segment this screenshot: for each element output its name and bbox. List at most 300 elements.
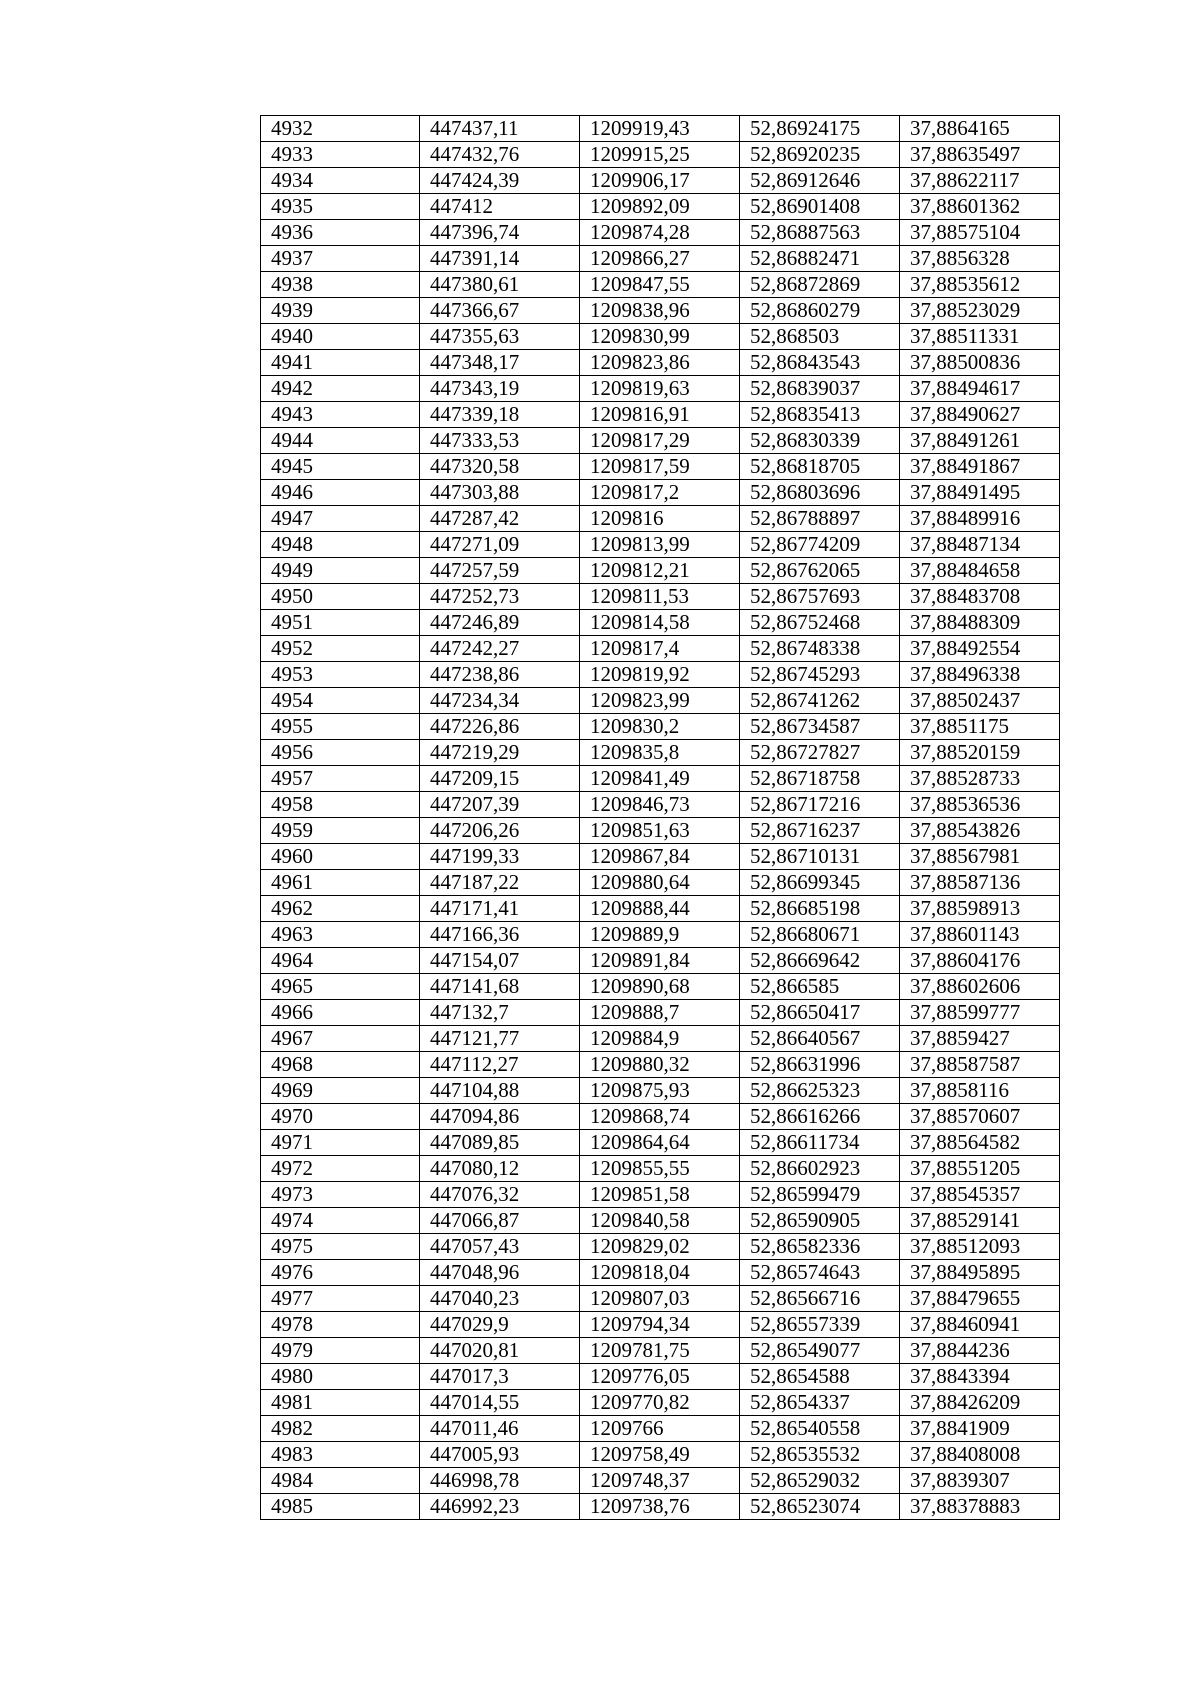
point-number-cell: 4982 (261, 1416, 420, 1442)
longitude-cell: 37,88512093 (900, 1234, 1060, 1260)
table-row (261, 688, 1060, 714)
longitude-cell: 37,8864165 (900, 116, 1060, 142)
point-number-cell: 4971 (261, 1130, 420, 1156)
point-number-cell: 4978 (261, 1312, 420, 1338)
longitude-cell: 37,88495895 (900, 1260, 1060, 1286)
x-coordinate-cell: 447412 (420, 194, 580, 220)
x-coordinate-cell: 447226,86 (420, 714, 580, 740)
longitude-cell: 37,88575104 (900, 220, 1060, 246)
y-coordinate-cell: 1209880,32 (580, 1052, 740, 1078)
longitude-cell: 37,8841909 (900, 1416, 1060, 1442)
longitude-cell: 37,88598913 (900, 896, 1060, 922)
x-coordinate-cell: 447199,33 (420, 844, 580, 870)
y-coordinate-cell: 1209888,7 (580, 1000, 740, 1026)
longitude-cell: 37,88492554 (900, 636, 1060, 662)
point-number-cell: 4985 (261, 1494, 420, 1520)
longitude-cell: 37,88460941 (900, 1312, 1060, 1338)
table-row (261, 116, 1060, 142)
x-coordinate-cell: 447396,74 (420, 220, 580, 246)
table-row (261, 1286, 1060, 1312)
x-coordinate-cell: 446992,23 (420, 1494, 580, 1520)
y-coordinate-cell: 1209919,43 (580, 116, 740, 142)
table-row (261, 974, 1060, 1000)
point-number-cell: 4946 (261, 480, 420, 506)
point-number-cell: 4974 (261, 1208, 420, 1234)
point-number-cell: 4983 (261, 1442, 420, 1468)
y-coordinate-cell: 1209864,64 (580, 1130, 740, 1156)
y-coordinate-cell: 1209818,04 (580, 1260, 740, 1286)
point-number-cell: 4979 (261, 1338, 420, 1364)
y-coordinate-cell: 1209841,49 (580, 766, 740, 792)
x-coordinate-cell: 447040,23 (420, 1286, 580, 1312)
latitude-cell: 52,86631996 (740, 1052, 900, 1078)
table-row (261, 1312, 1060, 1338)
x-coordinate-cell: 447380,61 (420, 272, 580, 298)
x-coordinate-cell: 447271,09 (420, 532, 580, 558)
x-coordinate-cell: 447207,39 (420, 792, 580, 818)
y-coordinate-cell: 1209814,58 (580, 610, 740, 636)
y-coordinate-cell: 1209830,99 (580, 324, 740, 350)
coordinates-table-body (261, 116, 1060, 1520)
point-number-cell: 4957 (261, 766, 420, 792)
table-row (261, 1260, 1060, 1286)
longitude-cell: 37,88426209 (900, 1390, 1060, 1416)
table-row (261, 1182, 1060, 1208)
point-number-cell: 4967 (261, 1026, 420, 1052)
point-number-cell: 4955 (261, 714, 420, 740)
longitude-cell: 37,88479655 (900, 1286, 1060, 1312)
longitude-cell: 37,88599777 (900, 1000, 1060, 1026)
table-row (261, 428, 1060, 454)
latitude-cell: 52,86727827 (740, 740, 900, 766)
latitude-cell: 52,86718758 (740, 766, 900, 792)
point-number-cell: 4940 (261, 324, 420, 350)
point-number-cell: 4954 (261, 688, 420, 714)
longitude-cell: 37,88567981 (900, 844, 1060, 870)
latitude-cell: 52,86611734 (740, 1130, 900, 1156)
longitude-cell: 37,88490627 (900, 402, 1060, 428)
table-row (261, 454, 1060, 480)
latitude-cell: 52,86887563 (740, 220, 900, 246)
latitude-cell: 52,86599479 (740, 1182, 900, 1208)
point-number-cell: 4960 (261, 844, 420, 870)
table-row (261, 740, 1060, 766)
longitude-cell: 37,88587136 (900, 870, 1060, 896)
longitude-cell: 37,88488309 (900, 610, 1060, 636)
longitude-cell: 37,8858116 (900, 1078, 1060, 1104)
longitude-cell: 37,88483708 (900, 584, 1060, 610)
table-row (261, 558, 1060, 584)
latitude-cell: 52,86818705 (740, 454, 900, 480)
y-coordinate-cell: 1209890,68 (580, 974, 740, 1000)
x-coordinate-cell: 447048,96 (420, 1260, 580, 1286)
x-coordinate-cell: 447132,7 (420, 1000, 580, 1026)
latitude-cell: 52,86590905 (740, 1208, 900, 1234)
latitude-cell: 52,86912646 (740, 168, 900, 194)
longitude-cell: 37,88378883 (900, 1494, 1060, 1520)
latitude-cell: 52,86549077 (740, 1338, 900, 1364)
y-coordinate-cell: 1209812,21 (580, 558, 740, 584)
point-number-cell: 4968 (261, 1052, 420, 1078)
x-coordinate-cell: 447094,86 (420, 1104, 580, 1130)
y-coordinate-cell: 1209868,74 (580, 1104, 740, 1130)
table-row (261, 298, 1060, 324)
x-coordinate-cell: 447121,77 (420, 1026, 580, 1052)
y-coordinate-cell: 1209817,4 (580, 636, 740, 662)
latitude-cell: 52,86716237 (740, 818, 900, 844)
point-number-cell: 4972 (261, 1156, 420, 1182)
coordinates-table (260, 115, 1060, 1520)
latitude-cell: 52,8654337 (740, 1390, 900, 1416)
point-number-cell: 4949 (261, 558, 420, 584)
x-coordinate-cell: 447219,29 (420, 740, 580, 766)
x-coordinate-cell: 447057,43 (420, 1234, 580, 1260)
longitude-cell: 37,88494617 (900, 376, 1060, 402)
x-coordinate-cell: 447343,19 (420, 376, 580, 402)
y-coordinate-cell: 1209867,84 (580, 844, 740, 870)
latitude-cell: 52,86669642 (740, 948, 900, 974)
table-row (261, 1104, 1060, 1130)
y-coordinate-cell: 1209817,2 (580, 480, 740, 506)
point-number-cell: 4961 (261, 870, 420, 896)
point-number-cell: 4943 (261, 402, 420, 428)
x-coordinate-cell: 447080,12 (420, 1156, 580, 1182)
point-number-cell: 4953 (261, 662, 420, 688)
table-row (261, 870, 1060, 896)
table-row (261, 532, 1060, 558)
table-row (261, 168, 1060, 194)
latitude-cell: 52,86745293 (740, 662, 900, 688)
table-row (261, 324, 1060, 350)
latitude-cell: 52,86835413 (740, 402, 900, 428)
y-coordinate-cell: 1209781,75 (580, 1338, 740, 1364)
longitude-cell: 37,8859427 (900, 1026, 1060, 1052)
point-number-cell: 4975 (261, 1234, 420, 1260)
point-number-cell: 4935 (261, 194, 420, 220)
table-row (261, 246, 1060, 272)
x-coordinate-cell: 447187,22 (420, 870, 580, 896)
x-coordinate-cell: 447076,32 (420, 1182, 580, 1208)
point-number-cell: 4932 (261, 116, 420, 142)
y-coordinate-cell: 1209851,58 (580, 1182, 740, 1208)
longitude-cell: 37,88484658 (900, 558, 1060, 584)
latitude-cell: 52,868503 (740, 324, 900, 350)
x-coordinate-cell: 447391,14 (420, 246, 580, 272)
point-number-cell: 4939 (261, 298, 420, 324)
longitude-cell: 37,88601362 (900, 194, 1060, 220)
point-number-cell: 4933 (261, 142, 420, 168)
x-coordinate-cell: 447242,27 (420, 636, 580, 662)
latitude-cell: 52,86774209 (740, 532, 900, 558)
y-coordinate-cell: 1209892,09 (580, 194, 740, 220)
latitude-cell: 52,86535532 (740, 1442, 900, 1468)
y-coordinate-cell: 1209807,03 (580, 1286, 740, 1312)
table-row (261, 1416, 1060, 1442)
point-number-cell: 4952 (261, 636, 420, 662)
x-coordinate-cell: 447257,59 (420, 558, 580, 584)
y-coordinate-cell: 1209819,92 (580, 662, 740, 688)
x-coordinate-cell: 447437,11 (420, 116, 580, 142)
x-coordinate-cell: 447166,36 (420, 922, 580, 948)
table-row (261, 818, 1060, 844)
latitude-cell: 52,86901408 (740, 194, 900, 220)
longitude-cell: 37,88520159 (900, 740, 1060, 766)
latitude-cell: 52,86872869 (740, 272, 900, 298)
point-number-cell: 4951 (261, 610, 420, 636)
point-number-cell: 4976 (261, 1260, 420, 1286)
latitude-cell: 52,86699345 (740, 870, 900, 896)
table-row (261, 480, 1060, 506)
x-coordinate-cell: 447348,17 (420, 350, 580, 376)
x-coordinate-cell: 447089,85 (420, 1130, 580, 1156)
latitude-cell: 52,86830339 (740, 428, 900, 454)
x-coordinate-cell: 447154,07 (420, 948, 580, 974)
point-number-cell: 4948 (261, 532, 420, 558)
x-coordinate-cell: 447141,68 (420, 974, 580, 1000)
longitude-cell: 37,88496338 (900, 662, 1060, 688)
longitude-cell: 37,88487134 (900, 532, 1060, 558)
longitude-cell: 37,88502437 (900, 688, 1060, 714)
y-coordinate-cell: 1209875,93 (580, 1078, 740, 1104)
latitude-cell: 52,86752468 (740, 610, 900, 636)
y-coordinate-cell: 1209889,9 (580, 922, 740, 948)
x-coordinate-cell: 447355,63 (420, 324, 580, 350)
latitude-cell: 52,86540558 (740, 1416, 900, 1442)
table-row (261, 142, 1060, 168)
table-row (261, 1078, 1060, 1104)
point-number-cell: 4942 (261, 376, 420, 402)
point-number-cell: 4969 (261, 1078, 420, 1104)
point-number-cell: 4958 (261, 792, 420, 818)
y-coordinate-cell: 1209884,9 (580, 1026, 740, 1052)
table-row (261, 194, 1060, 220)
point-number-cell: 4956 (261, 740, 420, 766)
point-number-cell: 4980 (261, 1364, 420, 1390)
x-coordinate-cell: 447424,39 (420, 168, 580, 194)
point-number-cell: 4977 (261, 1286, 420, 1312)
table-row (261, 1442, 1060, 1468)
point-number-cell: 4962 (261, 896, 420, 922)
latitude-cell: 52,86839037 (740, 376, 900, 402)
longitude-cell: 37,88543826 (900, 818, 1060, 844)
table-row (261, 662, 1060, 688)
y-coordinate-cell: 1209855,55 (580, 1156, 740, 1182)
table-row (261, 220, 1060, 246)
x-coordinate-cell: 447011,46 (420, 1416, 580, 1442)
x-coordinate-cell: 447252,73 (420, 584, 580, 610)
x-coordinate-cell: 447112,27 (420, 1052, 580, 1078)
longitude-cell: 37,88491261 (900, 428, 1060, 454)
y-coordinate-cell: 1209817,59 (580, 454, 740, 480)
table-row (261, 636, 1060, 662)
latitude-cell: 52,86602923 (740, 1156, 900, 1182)
table-row (261, 1026, 1060, 1052)
point-number-cell: 4945 (261, 454, 420, 480)
longitude-cell: 37,88570607 (900, 1104, 1060, 1130)
latitude-cell: 52,86920235 (740, 142, 900, 168)
longitude-cell: 37,88551205 (900, 1156, 1060, 1182)
x-coordinate-cell: 447287,42 (420, 506, 580, 532)
x-coordinate-cell: 447020,81 (420, 1338, 580, 1364)
point-number-cell: 4944 (261, 428, 420, 454)
longitude-cell: 37,88528733 (900, 766, 1060, 792)
latitude-cell: 52,86616266 (740, 1104, 900, 1130)
table-row (261, 792, 1060, 818)
latitude-cell: 52,86680671 (740, 922, 900, 948)
longitude-cell: 37,88523029 (900, 298, 1060, 324)
latitude-cell: 52,866585 (740, 974, 900, 1000)
table-row (261, 844, 1060, 870)
x-coordinate-cell: 447017,3 (420, 1364, 580, 1390)
longitude-cell: 37,88511331 (900, 324, 1060, 350)
latitude-cell: 52,86625323 (740, 1078, 900, 1104)
longitude-cell: 37,88635497 (900, 142, 1060, 168)
longitude-cell: 37,88529141 (900, 1208, 1060, 1234)
latitude-cell: 52,86734587 (740, 714, 900, 740)
point-number-cell: 4959 (261, 818, 420, 844)
y-coordinate-cell: 1209840,58 (580, 1208, 740, 1234)
longitude-cell: 37,88604176 (900, 948, 1060, 974)
y-coordinate-cell: 1209758,49 (580, 1442, 740, 1468)
longitude-cell: 37,88587587 (900, 1052, 1060, 1078)
y-coordinate-cell: 1209891,84 (580, 948, 740, 974)
table-row (261, 506, 1060, 532)
table-row (261, 1052, 1060, 1078)
x-coordinate-cell: 447014,55 (420, 1390, 580, 1416)
longitude-cell: 37,88408008 (900, 1442, 1060, 1468)
point-number-cell: 4950 (261, 584, 420, 610)
longitude-cell: 37,88535612 (900, 272, 1060, 298)
y-coordinate-cell: 1209819,63 (580, 376, 740, 402)
table-row (261, 714, 1060, 740)
y-coordinate-cell: 1209866,27 (580, 246, 740, 272)
latitude-cell: 52,86748338 (740, 636, 900, 662)
table-row (261, 610, 1060, 636)
x-coordinate-cell: 447238,86 (420, 662, 580, 688)
latitude-cell: 52,86574643 (740, 1260, 900, 1286)
latitude-cell: 52,86685198 (740, 896, 900, 922)
latitude-cell: 52,86788897 (740, 506, 900, 532)
longitude-cell: 37,8844236 (900, 1338, 1060, 1364)
table-row (261, 766, 1060, 792)
y-coordinate-cell: 1209823,99 (580, 688, 740, 714)
y-coordinate-cell: 1209770,82 (580, 1390, 740, 1416)
y-coordinate-cell: 1209880,64 (580, 870, 740, 896)
y-coordinate-cell: 1209816 (580, 506, 740, 532)
latitude-cell: 52,86557339 (740, 1312, 900, 1338)
longitude-cell: 37,88491495 (900, 480, 1060, 506)
longitude-cell: 37,8856328 (900, 246, 1060, 272)
table-row (261, 1000, 1060, 1026)
table-row (261, 1364, 1060, 1390)
table-row (261, 1468, 1060, 1494)
y-coordinate-cell: 1209915,25 (580, 142, 740, 168)
table-row (261, 1494, 1060, 1520)
table-row (261, 948, 1060, 974)
y-coordinate-cell: 1209835,8 (580, 740, 740, 766)
point-number-cell: 4934 (261, 168, 420, 194)
x-coordinate-cell: 447104,88 (420, 1078, 580, 1104)
x-coordinate-cell: 447029,9 (420, 1312, 580, 1338)
table-row (261, 1338, 1060, 1364)
longitude-cell: 37,88622117 (900, 168, 1060, 194)
point-number-cell: 4970 (261, 1104, 420, 1130)
y-coordinate-cell: 1209847,55 (580, 272, 740, 298)
table-row (261, 896, 1060, 922)
x-coordinate-cell: 447234,34 (420, 688, 580, 714)
latitude-cell: 52,86582336 (740, 1234, 900, 1260)
y-coordinate-cell: 1209851,63 (580, 818, 740, 844)
x-coordinate-cell: 447005,93 (420, 1442, 580, 1468)
longitude-cell: 37,88536536 (900, 792, 1060, 818)
latitude-cell: 52,86650417 (740, 1000, 900, 1026)
latitude-cell: 52,86640567 (740, 1026, 900, 1052)
table-row (261, 1130, 1060, 1156)
y-coordinate-cell: 1209830,2 (580, 714, 740, 740)
table-row (261, 402, 1060, 428)
longitude-cell: 37,8839307 (900, 1468, 1060, 1494)
y-coordinate-cell: 1209838,96 (580, 298, 740, 324)
longitude-cell: 37,8851175 (900, 714, 1060, 740)
latitude-cell: 52,8654588 (740, 1364, 900, 1390)
y-coordinate-cell: 1209906,17 (580, 168, 740, 194)
table-row (261, 272, 1060, 298)
y-coordinate-cell: 1209748,37 (580, 1468, 740, 1494)
x-coordinate-cell: 447333,53 (420, 428, 580, 454)
table-row (261, 350, 1060, 376)
y-coordinate-cell: 1209874,28 (580, 220, 740, 246)
point-number-cell: 4966 (261, 1000, 420, 1026)
longitude-cell: 37,88564582 (900, 1130, 1060, 1156)
latitude-cell: 52,86741262 (740, 688, 900, 714)
x-coordinate-cell: 447366,67 (420, 298, 580, 324)
longitude-cell: 37,88545357 (900, 1182, 1060, 1208)
table-row (261, 1208, 1060, 1234)
point-number-cell: 4965 (261, 974, 420, 1000)
x-coordinate-cell: 447171,41 (420, 896, 580, 922)
latitude-cell: 52,86860279 (740, 298, 900, 324)
latitude-cell: 52,86762065 (740, 558, 900, 584)
latitude-cell: 52,86566716 (740, 1286, 900, 1312)
longitude-cell: 37,88602606 (900, 974, 1060, 1000)
point-number-cell: 4936 (261, 220, 420, 246)
point-number-cell: 4947 (261, 506, 420, 532)
y-coordinate-cell: 1209766 (580, 1416, 740, 1442)
x-coordinate-cell: 447339,18 (420, 402, 580, 428)
y-coordinate-cell: 1209813,99 (580, 532, 740, 558)
y-coordinate-cell: 1209829,02 (580, 1234, 740, 1260)
x-coordinate-cell: 447209,15 (420, 766, 580, 792)
table-row (261, 1234, 1060, 1260)
latitude-cell: 52,86803696 (740, 480, 900, 506)
table-row (261, 584, 1060, 610)
latitude-cell: 52,86529032 (740, 1468, 900, 1494)
point-number-cell: 4963 (261, 922, 420, 948)
longitude-cell: 37,88489916 (900, 506, 1060, 532)
latitude-cell: 52,86710131 (740, 844, 900, 870)
x-coordinate-cell: 446998,78 (420, 1468, 580, 1494)
y-coordinate-cell: 1209846,73 (580, 792, 740, 818)
x-coordinate-cell: 447066,87 (420, 1208, 580, 1234)
longitude-cell: 37,8843394 (900, 1364, 1060, 1390)
x-coordinate-cell: 447432,76 (420, 142, 580, 168)
point-number-cell: 4981 (261, 1390, 420, 1416)
point-number-cell: 4964 (261, 948, 420, 974)
latitude-cell: 52,86843543 (740, 350, 900, 376)
point-number-cell: 4941 (261, 350, 420, 376)
longitude-cell: 37,88500836 (900, 350, 1060, 376)
longitude-cell: 37,88491867 (900, 454, 1060, 480)
